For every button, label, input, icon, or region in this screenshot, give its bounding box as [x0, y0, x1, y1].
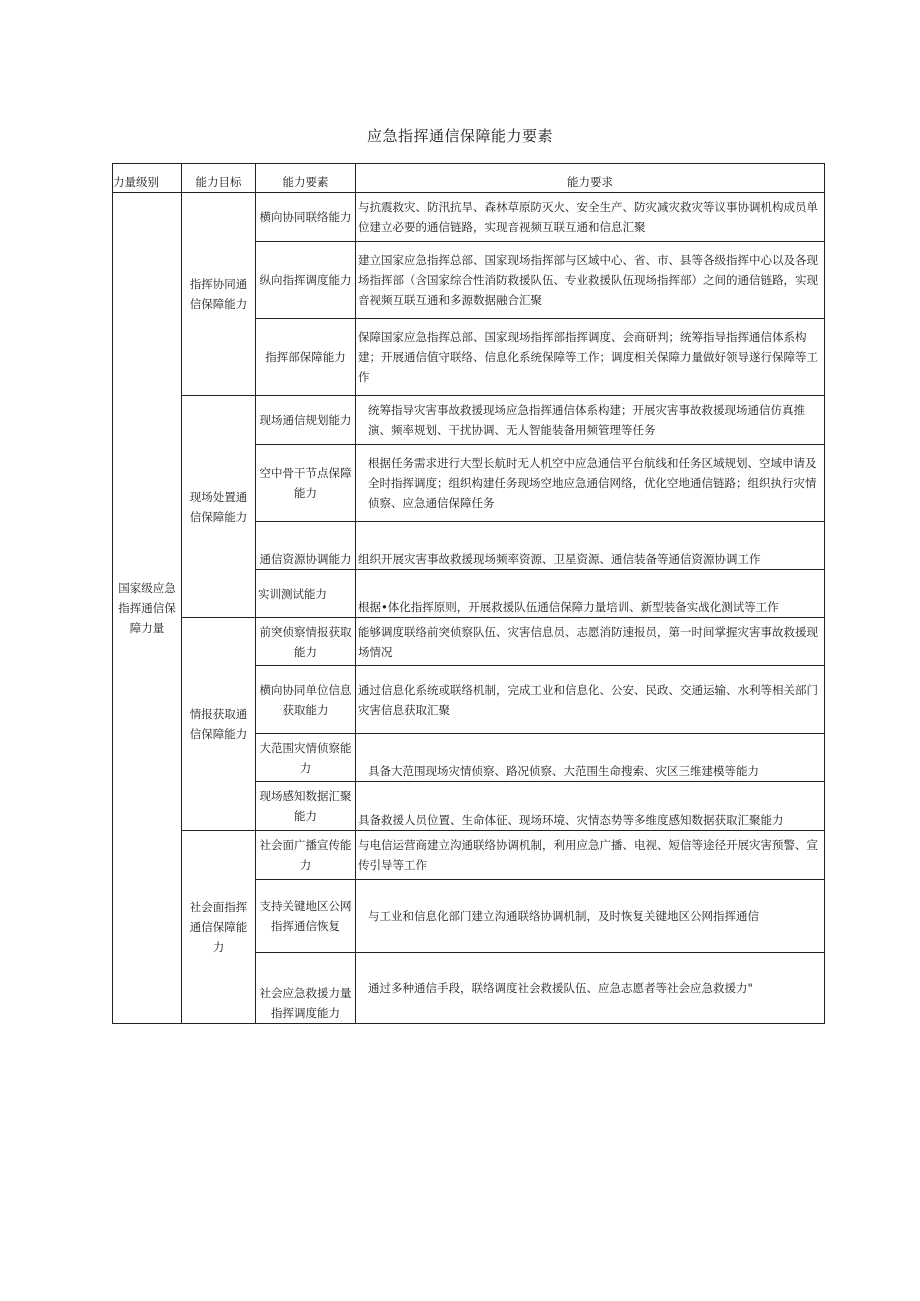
requirement-cell: 与电信运营商建立沟通联络协调机制，利用应急广播、电视、短信等途径开展灾害预警、宣传引导等工作: [356, 831, 825, 880]
element-cell: 社会面广播宣传能力: [256, 831, 356, 880]
element-cell: 指挥部保障能力: [256, 319, 356, 396]
element-cell: 空中骨干节点保障能力: [256, 445, 356, 522]
goal-cell: 社会面指挥通信保障能力: [182, 831, 256, 1024]
requirement-cell: 能够调度联络前突侦察队伍、灾害信息员、志愿消防速报员，第一时间掌握灾害事故救援现场情况: [356, 618, 825, 666]
header-requirement: 能力要求: [356, 164, 825, 193]
element-cell: 前突侦察情报获取能力: [256, 618, 356, 666]
page-title: 应急指挥通信保障能力要素: [366, 127, 553, 145]
level-cell: 国家级应急指挥通信保障力量: [113, 193, 182, 1024]
header-element: 能力要素: [256, 164, 356, 193]
table-row: [113, 618, 825, 666]
element-cell: 现场感知数据汇聚能力: [256, 782, 356, 831]
requirement-cell: 具备救援人员位置、生命体征、现场环境、灾情态势等多维度感知数据获取汇聚能力: [356, 782, 825, 831]
requirement-cell: 根据•体化指挥原则，开展救援队伍通信保障力量培训、新型装备实战化测试等工作: [356, 570, 825, 618]
table-header-row: [113, 164, 825, 193]
element-cell: 实训测试能力: [256, 570, 356, 618]
table-row: [113, 831, 825, 880]
requirement-cell: 具备大范围现场灾情侦察、路况侦察、大范围生命搜索、灾区三维建模等能力: [356, 734, 825, 782]
table-row: [113, 193, 825, 242]
table-row: [113, 396, 825, 445]
requirement-cell: 根据任务需求进行大型长航时无人机空中应急通信平台航线和任务区域规划、空域申请及全时指挥调度；组织构建任务现场空地应急通信网络，优化空地通信链路；组织执行灾情侦察、应急通信保障任务: [356, 445, 825, 522]
element-cell: 现场通信规划能力: [256, 396, 356, 445]
element-cell: 通信资源协调能力: [256, 522, 356, 570]
goal-cell: 指挥协同通信保障能力: [182, 193, 256, 396]
header-level: 力量级别: [113, 164, 182, 193]
goal-cell: 情报获取通信保障能力: [182, 618, 256, 831]
element-cell: 支持关键地区公网指挥通信恢复: [256, 880, 356, 953]
requirement-cell: 通过信息化系统或联络机制，完成工业和信息化、公安、民政、交通运输、水利等相关部门灾害信息获取汇聚: [356, 666, 825, 734]
goal-cell: 现场处置通信保障能力: [182, 396, 256, 618]
requirement-cell: 通过多种通信手段，联络调度社会救援队伍、应急志愿者等社会应急救援力": [356, 953, 825, 1024]
element-cell: 纵向指挥调度能力: [256, 242, 356, 319]
element-cell: 大范围灾情侦察能力: [256, 734, 356, 782]
requirement-cell: 与抗震救灾、防汛抗旱、森林草原防灭火、安全生产、防灾减灾救灾等议事协调机构成员单位建立必要的通信链路，实现音视频互联互通和信息汇聚: [356, 193, 825, 242]
requirement-cell: 建立国家应急指挥总部、国家现场指挥部与区域中心、省、市、县等各级指挥中心以及各现场指挥部（含国家综合性消防救援队伍、专业救援队伍现场指挥部）之间的通信链路，实现音视频互联互通和多源数据融合汇聚: [356, 242, 825, 319]
requirement-cell: 统筹指导灾害事故救援现场应急指挥通信体系构建；开展灾害事故救援现场通信仿真推演、频率规划、干扰协调、无人智能装备用频管理等任务: [356, 396, 825, 445]
requirement-cell: 保障国家应急指挥总部、国家现场指挥部指挥调度、会商研判；统筹指导指挥通信体系构建；开展通信值守联络、信息化系统保障等工作；调度相关保障力量做好领导遂行保障等工作: [356, 319, 825, 396]
requirement-cell: 与工业和信息化部门建立沟通联络协调机制，及时恢复关键地区公网指挥通信: [356, 880, 825, 953]
header-goal: 能力目标: [182, 164, 256, 193]
requirement-cell: 组织开展灾害事故救援现场频率资源、卫星资源、通信装备等通信资源协调工作: [356, 522, 825, 570]
element-cell: 横向协同联络能力: [256, 193, 356, 242]
element-cell: 社会应急救援力量指挥调度能力: [256, 953, 356, 1024]
element-cell: 横向协同单位信息获取能力: [256, 666, 356, 734]
capability-table: [112, 163, 825, 1024]
